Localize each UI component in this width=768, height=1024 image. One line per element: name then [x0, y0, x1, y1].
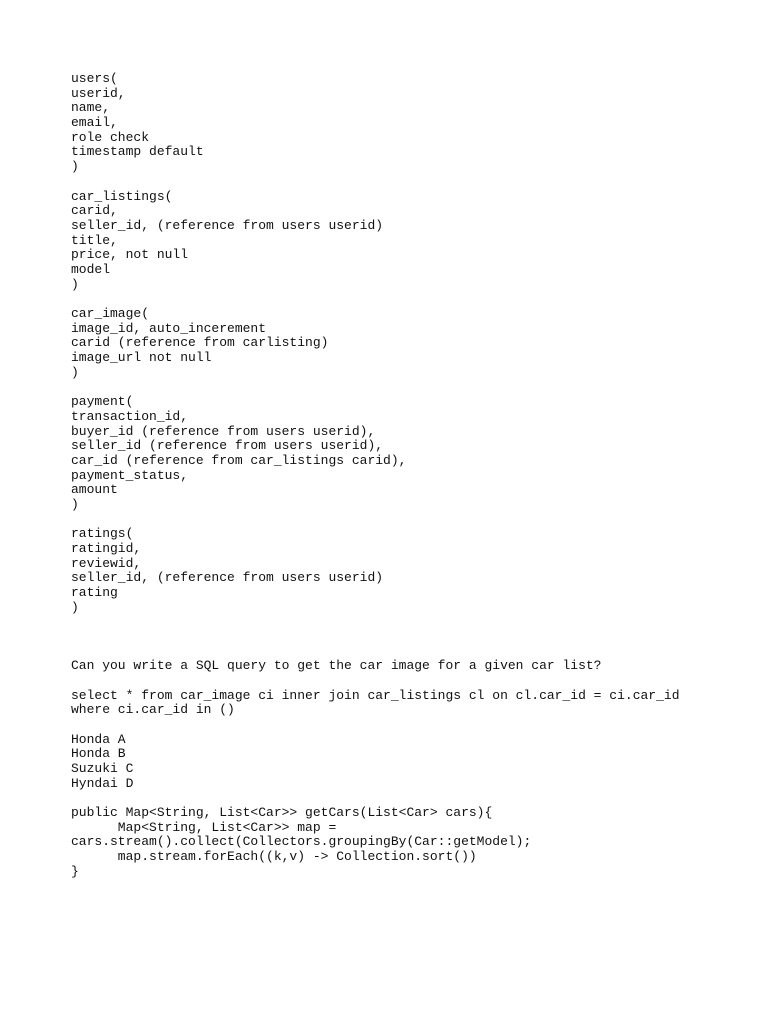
- code-line: select * from car_image ci inner join car_listings cl on cl.car_id = ci.car_id: [71, 687, 680, 703]
- payment-schema-block: [71, 395, 751, 513]
- code-line: car_listings(: [71, 188, 173, 204]
- code-line: amount: [71, 482, 118, 498]
- code-line: payment_status,: [71, 467, 189, 483]
- blank-line: [71, 175, 751, 190]
- document-page: [71, 72, 751, 879]
- code-line: public Map<String, List<Car>> getCars(List<Car> cars){: [71, 805, 493, 820]
- car-listings-schema-block: [71, 190, 751, 293]
- users-schema-block: [71, 72, 751, 175]
- code-line: buyer_id (reference from users userid),: [71, 423, 376, 439]
- code-line: payment(: [71, 394, 134, 410]
- code-line: }: [71, 863, 79, 879]
- blank-line: [71, 615, 751, 630]
- code-line: seller_id, (reference from users userid): [71, 217, 384, 233]
- code-line: map.stream.forEach((k,v) -> Collection.sort()): [71, 849, 477, 865]
- code-line: timestamp default: [71, 144, 204, 160]
- code-line: where ci.car_id in (): [71, 702, 235, 718]
- code-line: carid (reference from carlisting): [71, 335, 329, 351]
- blank-lines: [71, 630, 751, 659]
- blank-line: [71, 513, 751, 528]
- sql-query-block: [71, 689, 751, 718]
- list-item: Honda A: [71, 731, 126, 747]
- code-line: ): [71, 159, 79, 175]
- code-line: ratings(: [71, 526, 134, 542]
- code-line: carid,: [71, 203, 118, 219]
- blank-line: [71, 292, 751, 307]
- question-block: [71, 659, 751, 674]
- java-code-block: [71, 806, 751, 879]
- code-line: ): [71, 276, 79, 292]
- code-line: title,: [71, 232, 118, 248]
- code-line: car_id (reference from car_listings carid),: [71, 452, 407, 468]
- code-line: image_id, auto_incerement: [71, 320, 267, 336]
- question-line: Can you write a SQL query to get the car image for a given car list?: [71, 658, 602, 674]
- code-line: car_image(: [71, 306, 150, 321]
- car-image-schema-block: [71, 307, 751, 380]
- blank-line: [71, 674, 751, 689]
- code-line: name,: [71, 100, 111, 116]
- list-item: Hyndai D: [71, 775, 134, 791]
- code-line: price, not null: [71, 247, 189, 263]
- code-line: email,: [71, 115, 118, 131]
- code-line: reviewid,: [71, 555, 142, 571]
- code-line: image_url not null: [71, 350, 212, 366]
- code-line: ratingid,: [71, 541, 142, 556]
- code-line: ): [71, 364, 79, 380]
- ratings-schema-block: [71, 527, 751, 615]
- code-line: Map<String, List<Car>> map =: [71, 819, 337, 835]
- code-line: seller_id, (reference from users userid): [71, 570, 384, 586]
- code-line: ): [71, 496, 79, 512]
- code-line: ): [71, 599, 79, 615]
- blank-line: [71, 791, 751, 806]
- code-line: userid,: [71, 85, 126, 101]
- code-line: role check: [71, 129, 150, 145]
- code-line: seller_id (reference from users userid),: [71, 438, 384, 454]
- list-item: Suzuki C: [71, 760, 134, 776]
- code-line: users(: [71, 71, 118, 86]
- list-item: Honda B: [71, 746, 126, 762]
- code-line: rating: [71, 585, 118, 601]
- blank-line: [71, 380, 751, 395]
- code-line: model: [71, 261, 111, 277]
- blank-line: [71, 718, 751, 733]
- code-line: cars.stream().collect(Collectors.groupingBy(Car::getModel);: [71, 834, 532, 850]
- code-line: transaction_id,: [71, 408, 189, 424]
- car-list-block: [71, 733, 751, 792]
